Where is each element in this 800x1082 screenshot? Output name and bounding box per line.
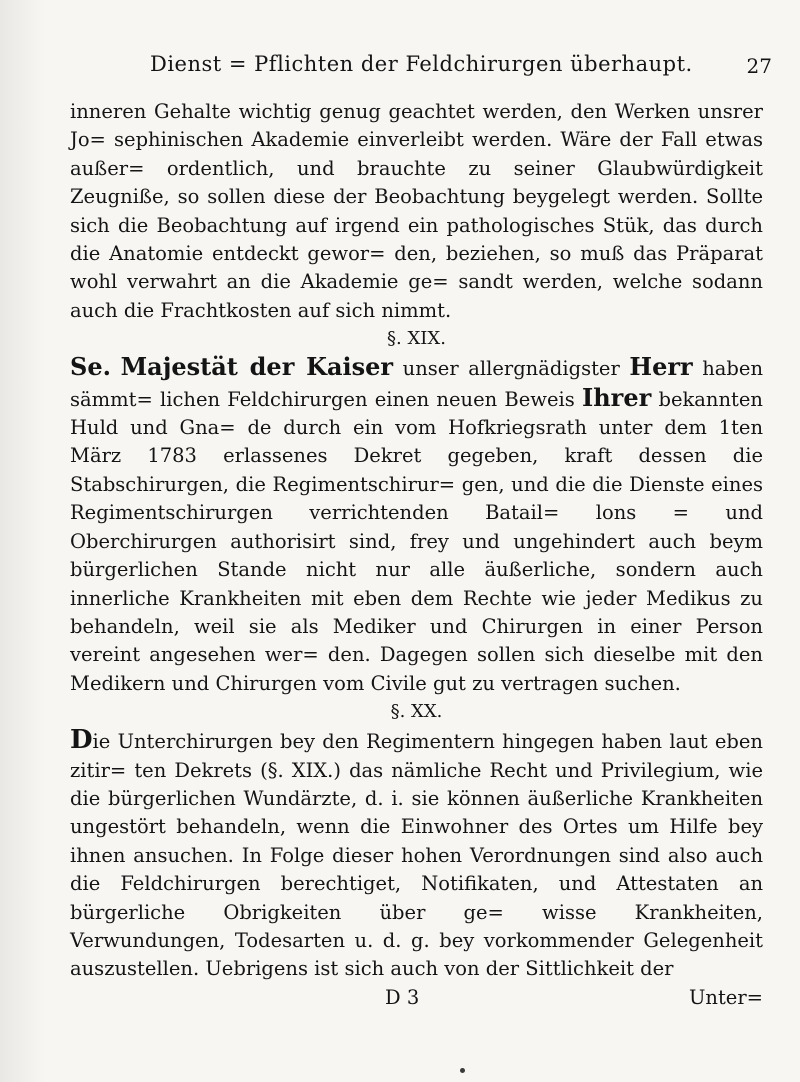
gutter-shadow (0, 0, 46, 1082)
initial-letter: D (70, 725, 93, 756)
ink-speck (460, 1068, 465, 1073)
section-heading-19: §. XIX. (387, 328, 446, 350)
body-text (70, 98, 763, 984)
emperor-epithet: unser allergnädigster (402, 357, 620, 381)
emperor-title-se: Se. (70, 352, 111, 382)
paragraph-section-19 (70, 353, 763, 698)
section-19-text-b: bekannten Huld und Gna= de durch ein vom Hofkriegsrath unter dem 1ten März 1783 erlassenes Dekret gegeben, kraft dessen die Stabschirurgen, die Regimentschirur= gen, und die die Dienste eines Regimentschirurgen verrichtenden Batail= lons = und Oberchirurgen authorisirt sind, frey und ungehindert auch beym bürgerlichen Stande nicht nur alle äußerliche, sondern auch innerliche Krankheiten mit eben dem Rechte wie jeder Medikus zu behandeln, weil sie als Mediker und Chirurgen in einer Person vereint angesehen wer= den. Dagegen sollen sich dieselbe mit den Medikern und Chirurgen vom Civile gut zu vertragen suchen. (70, 387, 763, 695)
paragraph-section-20 (70, 726, 763, 984)
section-19-text-a: haben sämmt= lichen Feldchirurgen einen neuen Beweis (70, 357, 764, 411)
page-number: 27 (746, 54, 772, 78)
ihrer-emphasis: Ihrer (582, 382, 652, 412)
running-title: Dienst = Pflichten der Feldchirurgen überhaupt. (150, 52, 693, 76)
section-20-text: ie Unterchirurgen bey den Regimentern hingegen haben laut eben zitir= ten Dekrets (§. XIX.) das nämliche Recht und Privilegium, wie die bürgerlichen Wundärzte, d. i. sie können äußerliche Krankheiten ungestört behandeln, wenn die Einwohner des Ortes um Hilfe bey ihnen ansuchen. In Folge dieser hohen Verordnungen sind also auch die Feldchirurgen berechtiget, Notifikaten, und Attestaten an bürgerliche Obrigkeiten über ge= wisse Krankheiten, Verwundungen, Todesarten u. d. g. bey vorkommender Gelegenheit auszustellen. Uebrigens ist sich auch von der Sittlichkeit der (70, 730, 763, 981)
emperor-herr: Herr (629, 352, 693, 382)
catchword: Unter= (688, 986, 763, 1009)
paragraph-continuation: inneren Gehalte wichtig genug geachtet werden, den Werken unsrer Jo= sephinischen Akademie einverleibt werden. Wäre der Fall etwas außer= ordentlich, und brauchte zu seiner Glaubwürdigkeit Zeugniße, so sollen diese der Beobachtung beygelegt werden. Sollte sich die Beobachtung auf irgend ein pathologisches Stük, das durch die Anatomie entdeckt gewor= den, beziehen, so muß das Präparat wohl verwahrt an die Akademie ge= sandt werden, welche sodann auch die Frachtkosten auf sich nimmt. (70, 100, 763, 322)
emperor-title: Majestät der Kaiser (120, 352, 394, 382)
section-heading-20: §. XX. (390, 701, 443, 723)
signature-mark: D 3 (385, 986, 420, 1009)
